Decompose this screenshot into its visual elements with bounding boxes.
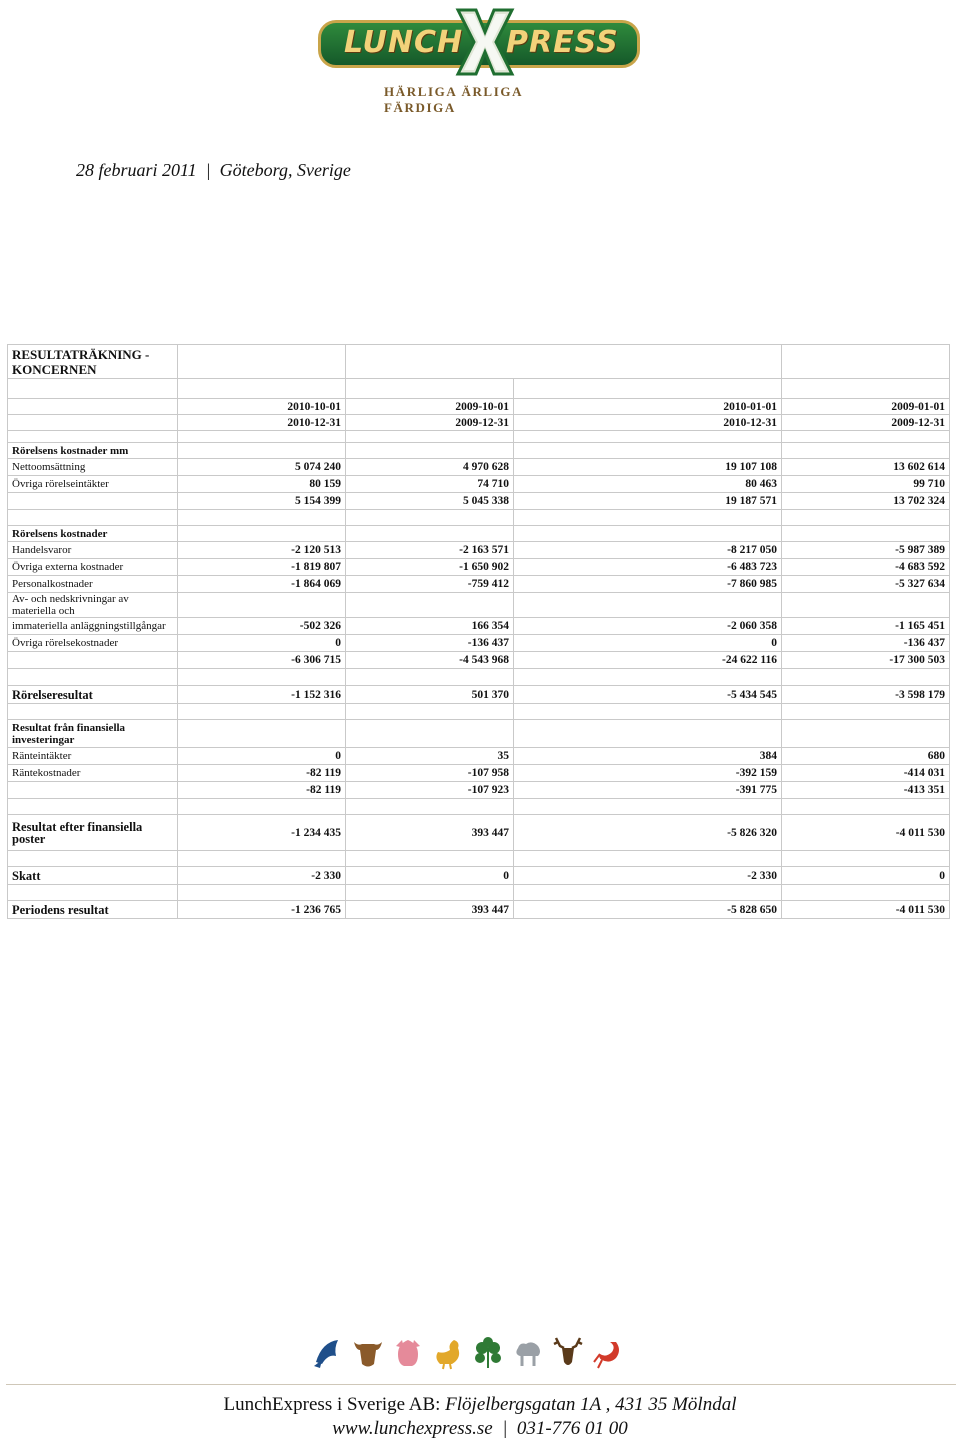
cell-value: -413 351 <box>782 782 950 799</box>
cell-value: -414 031 <box>782 765 950 782</box>
section-income-heading: Rörelsens kostnader mm <box>8 443 178 459</box>
spacer-row <box>8 379 950 399</box>
result-row <box>8 686 950 704</box>
header-row-from <box>8 399 950 415</box>
row-label: Skatt <box>8 867 178 885</box>
result-row <box>8 901 950 919</box>
place-text: Göteborg, Sverige <box>219 160 351 180</box>
section-heading-row <box>8 526 950 542</box>
company-address: Flöjelbergsgatan 1A , 431 35 Mölndal <box>445 1394 737 1415</box>
cell-value: 501 370 <box>346 686 514 704</box>
header-to-4: 2009-12-31 <box>782 415 950 431</box>
cell-value: -6 306 715 <box>178 652 346 669</box>
cell-value: 4 970 628 <box>346 459 514 476</box>
result-row <box>8 815 950 851</box>
cell-value: -1 152 316 <box>178 686 346 704</box>
row-label: Periodens resultat <box>8 901 178 919</box>
cell-value: 166 354 <box>346 618 514 635</box>
section-heading-row <box>8 443 950 459</box>
cell-value: -2 163 571 <box>346 542 514 559</box>
table-row <box>8 635 950 652</box>
subtotal-row <box>8 782 950 799</box>
cell-value: -5 327 634 <box>782 576 950 593</box>
cell-value: -1 236 765 <box>178 901 346 919</box>
deer-icon <box>552 1336 584 1370</box>
title-row <box>8 345 950 379</box>
header-row-to <box>8 415 950 431</box>
cell-value: -1 864 069 <box>178 576 346 593</box>
company-logo <box>318 6 642 115</box>
cell-value: -17 300 503 <box>782 652 950 669</box>
cell-value: -107 923 <box>346 782 514 799</box>
logo-tagline: HÄRLIGA ÄRLIGA FÄRDIGA <box>384 84 523 115</box>
cell-value: -5 434 545 <box>514 686 782 704</box>
shrimp-icon <box>592 1336 624 1370</box>
row-label: Nettoomsättning <box>8 459 178 476</box>
cell-value: 384 <box>514 748 782 765</box>
cell-value: -82 119 <box>178 782 346 799</box>
cell-value: -8 217 050 <box>514 542 782 559</box>
cell-value: -502 326 <box>178 618 346 635</box>
company-name: LunchExpress i Sverige AB: <box>223 1394 441 1415</box>
cell-value: -6 483 723 <box>514 559 782 576</box>
cell-value: 80 159 <box>178 476 346 493</box>
phone-number: 031-776 01 00 <box>516 1418 628 1439</box>
header-to-1: 2010-12-31 <box>178 415 346 431</box>
row-label: immateriella anläggningstillgångar <box>8 618 178 635</box>
fish-icon <box>312 1336 344 1370</box>
cell-value: 5 074 240 <box>178 459 346 476</box>
subtotal-row <box>8 652 950 669</box>
row-label: Övriga externa kostnader <box>8 559 178 576</box>
table-row <box>8 559 950 576</box>
subtotal-row <box>8 493 950 510</box>
dateline-separator: | <box>205 160 211 180</box>
cell-value: 74 710 <box>346 476 514 493</box>
cell-value: 13 702 324 <box>782 493 950 510</box>
cell-value: -1 819 807 <box>178 559 346 576</box>
footer-address-line <box>0 1394 960 1416</box>
cell-value: -4 011 530 <box>782 901 950 919</box>
table-row <box>8 618 950 635</box>
header-from-1: 2010-10-01 <box>178 399 346 415</box>
footer-divider <box>6 1384 956 1385</box>
table-row <box>8 748 950 765</box>
cell-value: -2 330 <box>178 867 346 885</box>
cell-value: -391 775 <box>514 782 782 799</box>
cell-value: 393 447 <box>346 815 514 851</box>
cell-value: 19 187 571 <box>514 493 782 510</box>
cell-value: -4 543 968 <box>346 652 514 669</box>
cell-value: -1 165 451 <box>782 618 950 635</box>
cell-value: -2 120 513 <box>178 542 346 559</box>
cell-value: -1 234 435 <box>178 815 346 851</box>
cell-value: -82 119 <box>178 765 346 782</box>
cell-value: -136 437 <box>782 635 950 652</box>
header-from-4: 2009-01-01 <box>782 399 950 415</box>
food-icons-row <box>312 1336 652 1376</box>
table-row <box>8 459 950 476</box>
logo-word-press: PRESS <box>506 25 619 60</box>
cell-value: -7 860 985 <box>514 576 782 593</box>
section-finance-heading: Resultat från finansiella investeringar <box>8 720 178 748</box>
herb-icon <box>472 1336 504 1370</box>
cell-value: -24 622 116 <box>514 652 782 669</box>
cell-value: -4 011 530 <box>782 815 950 851</box>
table-row <box>8 765 950 782</box>
row-label: Övriga rörelsekostnader <box>8 635 178 652</box>
table-row <box>8 542 950 559</box>
row-label: Resultat efter finansiella poster <box>8 815 178 851</box>
row-label: Personalkostnader <box>8 576 178 593</box>
website-link[interactable]: www.lunchexpress.se <box>332 1418 493 1439</box>
row-label: Av- och nedskrivningar av materiella och <box>8 593 178 618</box>
footer-contact-line <box>0 1418 960 1440</box>
cell-value: 0 <box>346 867 514 885</box>
row-label: Rörelseresultat <box>8 686 178 704</box>
dateline <box>76 160 351 181</box>
cell-value: 19 107 108 <box>514 459 782 476</box>
cell-value: 5 154 399 <box>178 493 346 510</box>
cell-value: 80 463 <box>514 476 782 493</box>
header-to-3: 2010-12-31 <box>514 415 782 431</box>
cell-value: -5 828 650 <box>514 901 782 919</box>
cell-value: 99 710 <box>782 476 950 493</box>
date-text: 28 februari 2011 <box>76 160 197 180</box>
lamb-icon <box>512 1336 544 1370</box>
cell-value: 393 447 <box>346 901 514 919</box>
table-row <box>8 593 950 618</box>
chicken-icon <box>432 1336 464 1370</box>
income-statement <box>7 344 949 919</box>
cell-value: -107 958 <box>346 765 514 782</box>
pig-icon <box>392 1336 424 1370</box>
cell-value: 0 <box>782 867 950 885</box>
cell-value: 680 <box>782 748 950 765</box>
report-title: RESULTATRÄKNING - KONCERNEN <box>8 345 178 379</box>
cell-value: 0 <box>514 635 782 652</box>
cell-value: -4 683 592 <box>782 559 950 576</box>
cell-value: -759 412 <box>346 576 514 593</box>
income-statement-table <box>7 344 950 919</box>
row-label: Räntekostnader <box>8 765 178 782</box>
cell-value: -136 437 <box>346 635 514 652</box>
cell-value: -392 159 <box>514 765 782 782</box>
result-row <box>8 867 950 885</box>
cow-icon <box>352 1336 384 1370</box>
cell-value: -5 826 320 <box>514 815 782 851</box>
cell-value: -2 330 <box>514 867 782 885</box>
table-row <box>8 576 950 593</box>
logo-word-lunch: LUNCH <box>344 25 464 60</box>
row-label: Handelsvaror <box>8 542 178 559</box>
row-label: Ränteintäkter <box>8 748 178 765</box>
cell-value: -3 598 179 <box>782 686 950 704</box>
cell-value: -5 987 389 <box>782 542 950 559</box>
cell-value: -2 060 358 <box>514 618 782 635</box>
cell-value: 35 <box>346 748 514 765</box>
header-to-2: 2009-12-31 <box>346 415 514 431</box>
header-from-2: 2009-10-01 <box>346 399 514 415</box>
table-row <box>8 476 950 493</box>
contact-separator: | <box>502 1418 508 1439</box>
cell-value: 5 045 338 <box>346 493 514 510</box>
cell-value: 0 <box>178 635 346 652</box>
section-costs-heading: Rörelsens kostnader <box>8 526 178 542</box>
cell-value: 0 <box>178 748 346 765</box>
row-label: Övriga rörelseintäkter <box>8 476 178 493</box>
section-heading-row <box>8 720 950 748</box>
cell-value: 13 602 614 <box>782 459 950 476</box>
cell-value: -1 650 902 <box>346 559 514 576</box>
header-from-3: 2010-01-01 <box>514 399 782 415</box>
